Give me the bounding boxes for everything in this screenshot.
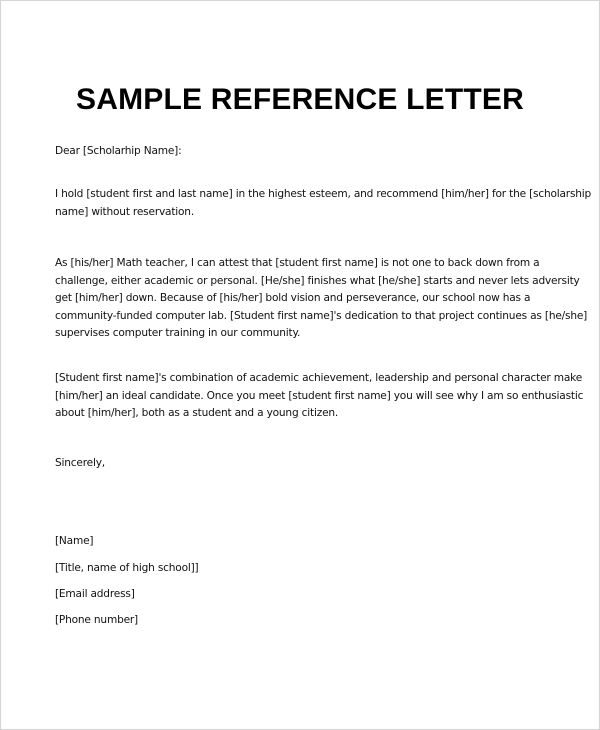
paragraph-line: name] without reservation.	[55, 205, 194, 218]
paragraph-line: supervises computer training in our community.	[55, 327, 301, 339]
paragraph-line: challenge, either academic or personal. [He/she] finishes what [he/she] starts and never lets adversity	[55, 274, 580, 287]
signature-phone: [Phone number]	[55, 614, 138, 626]
paragraph-1	[55, 186, 592, 221]
paragraph-2	[55, 255, 588, 343]
paragraph-line: [him/her] an ideal candidate. Once you meet [student first name] you will see why I am so enthusiastic	[55, 389, 584, 402]
signature-email: [Email address]	[55, 588, 135, 600]
paragraph-line: community-funded computer lab. [Student first name]'s dedication to that project continues as [he/she]	[55, 309, 588, 322]
paragraph-line: As [his/her] Math teacher, I can attest that [student first name] is not one to back down from a	[55, 257, 540, 269]
letter-title: SAMPLE REFERENCE LETTER	[76, 83, 524, 116]
paragraph-line: [Student first name]'s combination of academic achievement, leadership and personal character make	[55, 372, 583, 384]
closing: Sincerely,	[55, 457, 105, 469]
paragraph-line: I hold [student first and last name] in the highest esteem, and recommend [him/her] for the [scholarship	[55, 188, 592, 200]
signature-name: [Name]	[55, 535, 94, 547]
paragraph-line: about [him/her], both as a student and a young citizen.	[55, 407, 339, 419]
signature-title: [Title, name of high school]]	[55, 562, 199, 574]
salutation: Dear [Scholarhip Name]:	[55, 145, 182, 157]
paragraph-line: get [him/her] down. Because of [his/her] bold vision and perseverance, our school now has a	[55, 292, 531, 304]
paragraph-3	[55, 370, 584, 423]
